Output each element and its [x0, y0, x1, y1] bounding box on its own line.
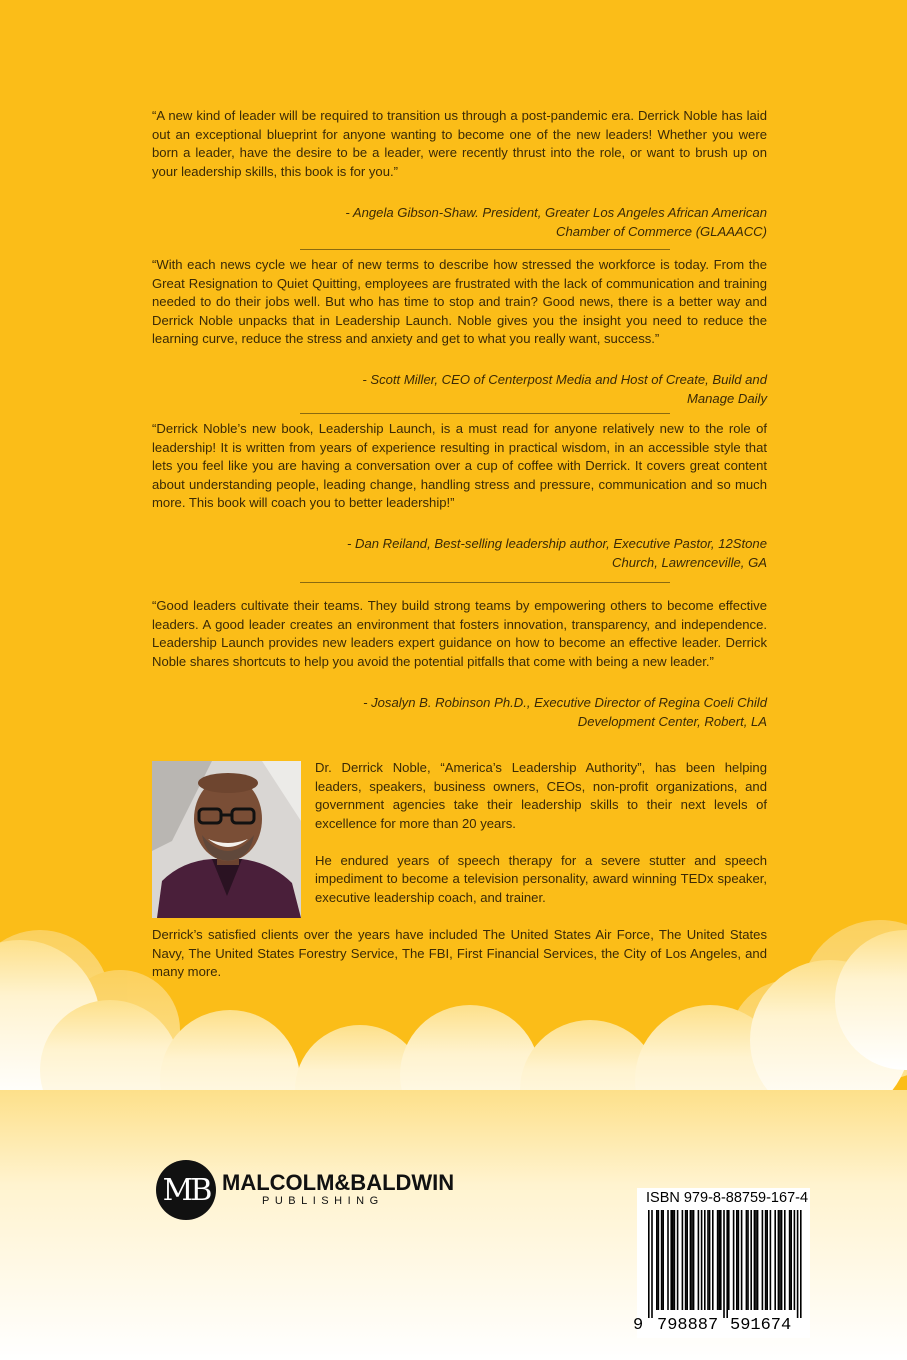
testimonial-3 — [152, 420, 767, 513]
testimonial-3-attribution-block — [152, 535, 767, 572]
barcode-bar — [707, 1210, 709, 1310]
barcode-bar — [662, 1210, 664, 1310]
barcode-digit-lead: 9 — [633, 1316, 644, 1335]
author-bio-top — [315, 759, 767, 907]
barcode-bar — [774, 1210, 776, 1310]
barcode-bar — [781, 1210, 783, 1310]
barcode-digits-left: 798887 — [657, 1316, 719, 1335]
barcode-bar — [682, 1210, 684, 1310]
barcode-bar — [723, 1210, 725, 1318]
testimonial-quote: “Derrick Noble’s new book, Leadership Launch, is a must read for anyone relatively new to the role of leadership! It is written from years of experience resulting in practical wisdom, in an accessible style that lets you feel like you are having a conversation over a cup of coffee with Derrick. It covers great content about understanding people, leading change, handling stress and pressure, communication and so much more. This book will coach you to better leadership!” — [152, 421, 767, 510]
barcode-bar — [651, 1210, 653, 1318]
barcode-bar — [674, 1210, 676, 1310]
barcode-bar — [741, 1210, 743, 1310]
barcode-bar — [736, 1210, 738, 1310]
barcode-bar — [746, 1210, 748, 1310]
barcode-bar — [794, 1210, 796, 1310]
testimonial-attribution: - Scott Miller, CEO of Centerpost Media and Host of Create, Build and Manage Daily — [362, 372, 767, 406]
barcode-bar — [685, 1210, 687, 1310]
testimonial-quote: “With each news cycle we hear of new terms to describe how stressed the workforce is today. From the Great Resignation to Quiet Quitting, employees are frustrated with the lack of communication and training needed to do their jobs well. But who has time to stop and train? Good news, there is a better way and Derrick Noble unpacks that in Leadership Launch. Noble gives you the insight you need to reduce the learning curve, reduce the stress and anxiety and get to what you really want, success.” — [152, 257, 767, 346]
bio-paragraph: He endured years of speech therapy for a severe stutter and speech impediment to become a television personality, award winning TEDx speaker, executive leadership coach, and trainer. — [315, 852, 767, 905]
barcode-bar — [672, 1210, 674, 1310]
barcode-bar — [790, 1210, 792, 1310]
divider-line — [300, 582, 670, 583]
barcode-bar — [704, 1210, 706, 1310]
isbn-label: ISBN 979-8-88759-167-4 — [646, 1190, 809, 1206]
testimonial-quote: “Good leaders cultivate their teams. They build strong teams by empowering others to become effective leaders. A good leader creates an environment that fosters innovation, transparency, and independence. Leadership Launch provides new leaders expert guidance on how to become an effective leader. Derrick Noble shares shortcuts to help you avoid the potential pitfalls that come with being a new leader.” — [152, 598, 767, 669]
testimonial-attribution: - Josalyn B. Robinson Ph.D., Executive Director of Regina Coeli Child Development Center, Robert, LA — [363, 695, 767, 729]
divider-line — [300, 249, 670, 250]
testimonial-attribution: - Angela Gibson-Shaw. President, Greater Los Angeles African American Chamber of Commerce (GLAAACC) — [345, 205, 767, 239]
barcode-bars — [648, 1210, 803, 1318]
barcode-bar — [800, 1210, 802, 1318]
barcode-bar — [784, 1210, 786, 1310]
barcode-bar — [733, 1210, 735, 1310]
barcode-bar — [726, 1210, 728, 1318]
barcode-bar — [690, 1210, 692, 1310]
divider-line — [300, 413, 670, 414]
barcode-bar — [755, 1210, 757, 1310]
isbn-barcode — [633, 1188, 810, 1338]
testimonial-1 — [152, 107, 767, 181]
barcode-bar — [738, 1210, 740, 1310]
barcode-bar — [698, 1210, 700, 1310]
barcode-bar — [762, 1210, 764, 1310]
barcode-bar — [757, 1210, 759, 1310]
testimonial-1-attribution-block — [152, 204, 767, 241]
testimonial-4 — [152, 597, 767, 671]
publisher-monogram: MB — [156, 1160, 216, 1220]
testimonial-quote: “A new kind of leader will be required to transition us through a post-pandemic era. Derrick Noble has laid out an exceptional blueprint for anyone wanting to become one of the new leaders! Whether you were born a leader, have the desire to be a leader, were recently thrust into the role, or want to brush up on your leadership skills, this book is for you.” — [152, 108, 767, 179]
barcode-bar — [728, 1210, 730, 1310]
barcode-bar — [686, 1210, 688, 1310]
barcode-bar — [677, 1210, 679, 1310]
barcode-bar — [667, 1210, 669, 1310]
barcode-bar — [712, 1210, 714, 1310]
barcode-bar — [770, 1210, 772, 1310]
barcode-bar — [658, 1210, 660, 1310]
barcode-digits-right: 591674 — [730, 1316, 792, 1335]
bio-paragraph: Dr. Derrick Noble, “America’s Leadership Authority”, has been helping leaders, speakers, business owners, CEOs, non-profit organizations, and government agencies take their leadership skills to their next levels of excellence for more than 20 years. — [315, 760, 767, 831]
barcode-bar — [661, 1210, 663, 1310]
barcode-bar — [670, 1210, 672, 1310]
barcode-bar — [754, 1210, 756, 1310]
barcode-bar — [789, 1210, 791, 1310]
barcode-bar — [747, 1210, 749, 1310]
publisher-logo — [156, 1160, 456, 1222]
author-bio-bottom — [152, 926, 767, 982]
barcode-bar — [765, 1210, 767, 1310]
barcode-bar — [778, 1210, 780, 1310]
bio-paragraph: Derrick’s satisfied clients over the years have included The United States Air Force, The United States Navy, The United States Forestry Service, The FBI, First Financial Services, the City of Los Angeles, and many more. — [152, 927, 767, 979]
publisher-subtitle: PUBLISHING — [262, 1195, 384, 1207]
author-photo — [152, 761, 301, 918]
barcode-bar — [693, 1210, 695, 1310]
publisher-name: MALCOLM&BALDWIN — [222, 1170, 455, 1195]
testimonial-4-attribution-block — [152, 694, 767, 731]
barcode-bar — [717, 1210, 719, 1310]
barcode-bar — [720, 1210, 722, 1310]
testimonial-2 — [152, 256, 767, 349]
barcode-bar — [766, 1210, 768, 1310]
testimonial-attribution: - Dan Reiland, Best-selling leadership author, Executive Pastor, 12Stone Church, Lawrenceville, GA — [347, 536, 767, 570]
barcode-bar — [750, 1210, 752, 1310]
barcode-bar — [709, 1210, 711, 1310]
barcode-bar — [718, 1210, 720, 1310]
barcode-bar — [656, 1210, 658, 1310]
barcode-bar — [797, 1210, 799, 1318]
barcode-bar — [648, 1210, 650, 1318]
barcode-bar — [701, 1210, 703, 1310]
barcode-bar — [779, 1210, 781, 1310]
testimonial-2-attribution-block — [152, 371, 767, 408]
barcode-bar — [691, 1210, 693, 1310]
